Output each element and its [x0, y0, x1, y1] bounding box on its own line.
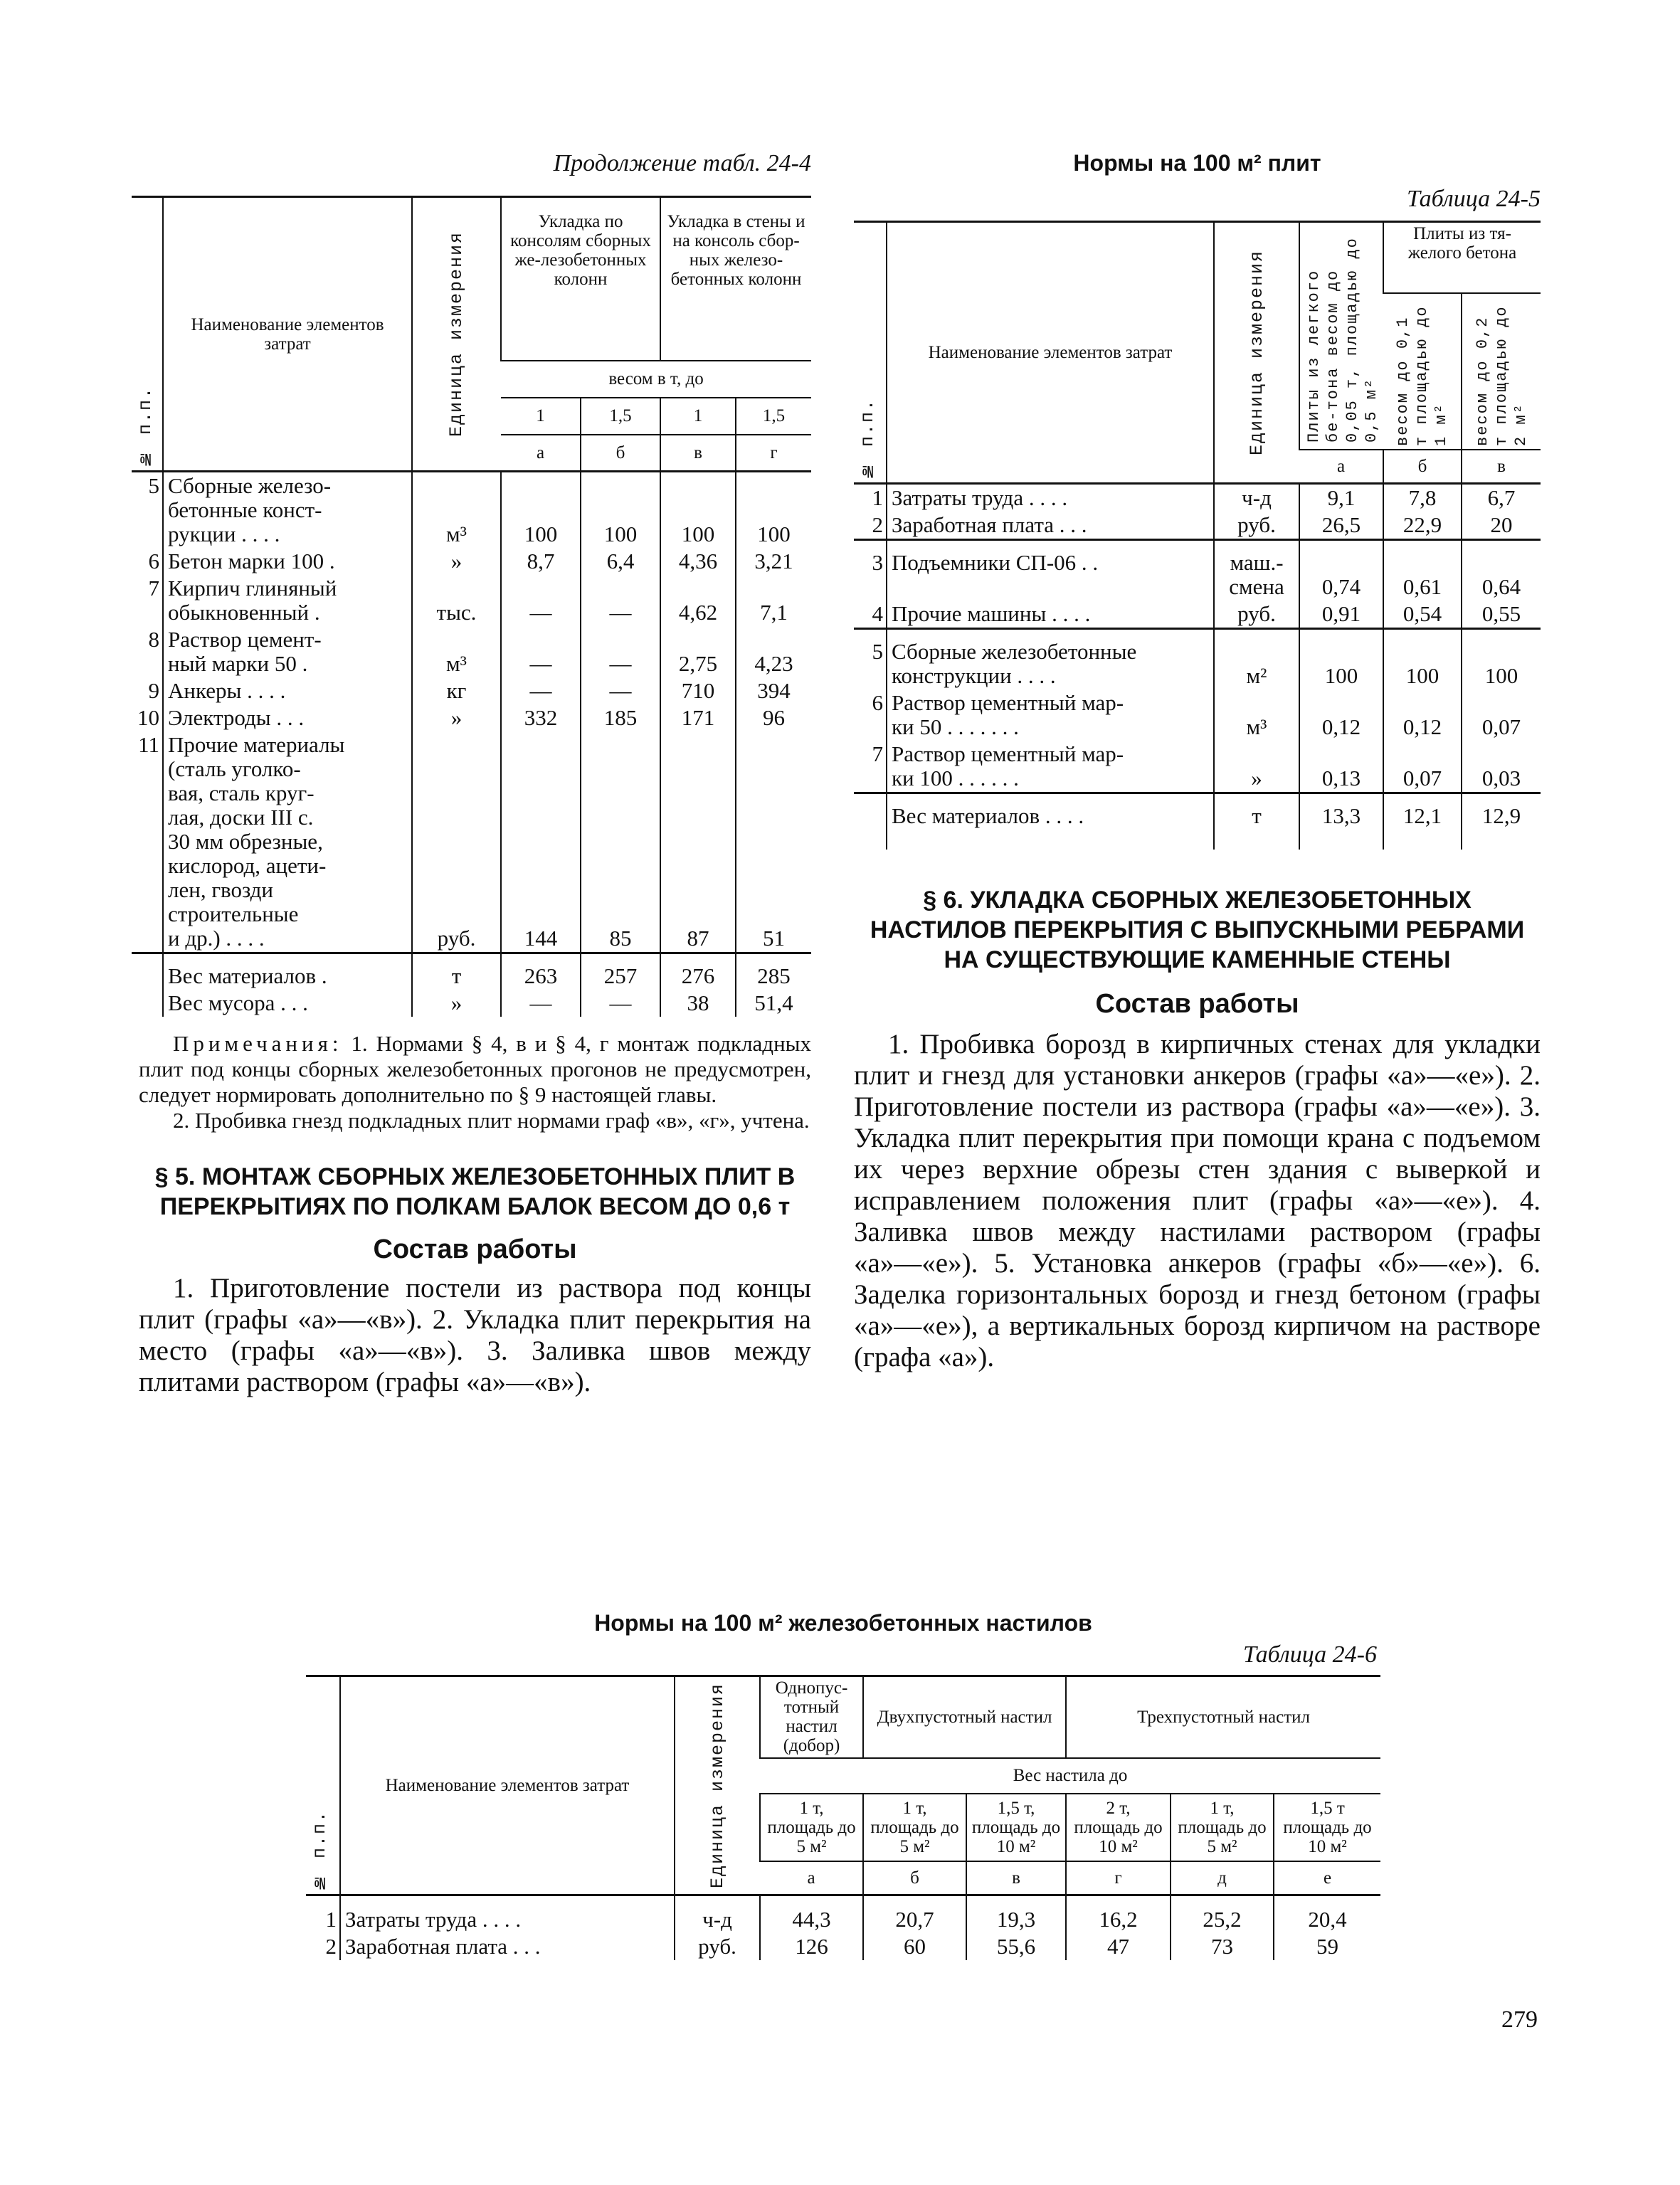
table-row [306, 1895, 1380, 1934]
row-value: 0,07 [1462, 689, 1541, 741]
row-value: 257 [581, 953, 660, 990]
row-unit: м³ [1214, 689, 1299, 741]
header-unit: Единица измерения [446, 231, 467, 438]
row-name: Раствор цемент- ный марки 50 . [163, 626, 412, 677]
table-row [132, 472, 811, 549]
row-value: — [581, 990, 660, 1017]
row-value: 4,23 [736, 626, 811, 677]
row-value: 0,54 [1383, 601, 1462, 629]
row-value: 171 [660, 704, 736, 731]
row-value: 276 [660, 953, 736, 990]
header-size: 1,5 т, площадь до 10 м² [966, 1794, 1066, 1861]
header-column-letter: в [660, 435, 736, 472]
table-row [854, 741, 1541, 793]
row-value: — [501, 575, 581, 626]
table-row [132, 704, 811, 731]
header-weight-value: 1 [660, 398, 736, 435]
row-name: Бетон марки 100 . [163, 548, 412, 575]
table-row [306, 1933, 1380, 1960]
table-24-6 [306, 1675, 1380, 1960]
row-value: 47 [1066, 1933, 1171, 1960]
row-number: 7 [148, 576, 159, 601]
table-24-4-caption: Продолжение табл. 24-4 [553, 150, 811, 176]
header-column-letter: г [736, 435, 811, 472]
row-value: 0,03 [1462, 741, 1541, 793]
row-name: Прочие материалы (сталь уголко- вая, сталь круг- лая, доски III с. 30 мм обрезные, кислород, ацети- лен, гвозди строительные и др.) . . . . [163, 731, 412, 953]
table-row [132, 731, 811, 953]
header-column-letter: в [1462, 450, 1541, 484]
header-column-letter: а [501, 435, 581, 472]
row-value: 26,5 [1299, 512, 1383, 540]
row-value: 0,13 [1299, 741, 1383, 793]
row-unit: ч-д [1214, 484, 1299, 512]
table-row [132, 548, 811, 575]
header-group-2: Двухпустотный настил [877, 1707, 1052, 1727]
row-value: 51,4 [736, 990, 811, 1017]
header-column-letter: а [760, 1861, 863, 1895]
row-value: 22,9 [1383, 512, 1462, 540]
table-row [854, 689, 1541, 741]
table-24-5 [854, 221, 1541, 850]
row-number: 5 [854, 629, 887, 690]
row-number: 5 [148, 473, 159, 498]
table-row [854, 629, 1541, 690]
row-value: 20 [1462, 512, 1541, 540]
row-value: 19,3 [966, 1895, 1066, 1934]
row-value: 0,64 [1462, 540, 1541, 601]
row-number: 2 [872, 512, 883, 537]
table-row [854, 484, 1541, 512]
section-5-heading: § 5. МОНТАЖ СБОРНЫХ ЖЕЛЕЗОБЕТОННЫХ ПЛИТ В ПЕРЕКРЫТИЯХ ПО ПОЛКАМ БАЛОК ВЕСОМ ДО 0,6 т [154, 1163, 796, 1220]
row-value: 7,8 [1383, 484, 1462, 512]
row-unit: » [1214, 741, 1299, 793]
row-value: 100 [1299, 629, 1383, 690]
row-value: 0,07 [1383, 741, 1462, 793]
row-value: 73 [1171, 1933, 1274, 1960]
note-1: 1. Нормами § 4, в и § 4, г монтаж подкладных плит под концы сборных железобетонных прогонов не предусмотрен, следует нормировать дополнительно по § 9 настоящей главы. [139, 1031, 811, 1107]
row-name: Сборные железобетонные конструкции . . . . [887, 629, 1214, 690]
row-value: 60 [863, 1933, 966, 1960]
table-24-5-caption: Таблица 24-5 [1407, 186, 1541, 212]
row-name: Кирпич глиняный обыкновенный . [163, 575, 412, 626]
row-unit: тыс. [412, 575, 501, 626]
row-value: 25,2 [1171, 1895, 1274, 1934]
row-unit: руб. [675, 1933, 760, 1960]
row-value: 100 [736, 472, 811, 549]
row-value: — [501, 990, 581, 1017]
row-unit: т [1214, 793, 1299, 850]
row-unit: руб. [1214, 512, 1299, 540]
table-row [132, 953, 811, 990]
header-col-b: весом до 0,1 т площадью до 1 м² [1394, 305, 1450, 446]
header-weight: Вес настила до [1013, 1766, 1128, 1785]
row-value: 126 [760, 1933, 863, 1960]
row-value: 0,61 [1383, 540, 1462, 601]
header-col-c: весом до 0,2 т площадью до 2 м² [1473, 305, 1530, 446]
row-value: 44,3 [760, 1895, 863, 1934]
row-value: 9,1 [1299, 484, 1383, 512]
row-value: 332 [501, 704, 581, 731]
row-value: 85 [581, 731, 660, 953]
row-value: 185 [581, 704, 660, 731]
bottom-section [306, 1609, 1380, 1960]
header-column-letter: в [966, 1861, 1066, 1895]
header-column-letter: б [581, 435, 660, 472]
row-value: — [581, 626, 660, 677]
row-unit: » [412, 704, 501, 731]
row-unit: ч-д [675, 1895, 760, 1934]
section-6-heading: § 6. УКЛАДКА СБОРНЫХ ЖЕЛЕЗОБЕТОННЫХ НАСТИЛОВ ПЕРЕКРЫТИЯ С ВЫПУСКНЫМИ РЕБРАМИ НА СУЩЕСТВУЮЩИЕ КАМЕННЫЕ СТЕНЫ [870, 887, 1525, 973]
row-value: 263 [501, 953, 581, 990]
section-6-text: 1. Пробивка борозд в кирпичных стенах для укладки плит и гнезд для установки анкеров (графы «а»—«е»). 2. Приготовление постели из раствора (графы «а»—«е»). 3. Укладка плит перекрытия при помощи крана с подъемом их через верхние обрезы стен здания с выверкой и исправлением положения плит (графы «а»—«е»). 4. Заливка швов между настилами раствором (графы «а»—«е»). 5. Установка анкеров (графы «б»—«е»). 6. Заделка горизонтальных борозд и гнезд бетоном (графы «а»—«е»), а вертикальных борозд кирпичом на растворе (графа «а»). [854, 1029, 1541, 1372]
table-row [854, 540, 1541, 601]
row-value: 7,1 [736, 575, 811, 626]
row-name: Вес материалов . [163, 953, 412, 990]
row-unit: м³ [412, 626, 501, 677]
row-value: 6,7 [1462, 484, 1541, 512]
row-value: 55,6 [966, 1933, 1066, 1960]
table-row [132, 575, 811, 626]
row-name: Раствор цементный мар- ки 50 . . . . . . . [887, 689, 1214, 741]
header-name: Наименование элементов затрат [928, 343, 1173, 362]
right-column [854, 149, 1541, 1373]
row-unit: » [412, 990, 501, 1017]
table-row [854, 601, 1541, 629]
row-value: 100 [581, 472, 660, 549]
row-value: 2,75 [660, 626, 736, 677]
header-column-letter: е [1274, 1861, 1380, 1895]
row-value: 4,62 [660, 575, 736, 626]
row-value: 394 [736, 677, 811, 704]
table-24-5-title: Нормы на 100 м² плит [1073, 150, 1321, 176]
row-number: 1 [872, 485, 883, 510]
row-value: 8,7 [501, 548, 581, 575]
row-value: 0,55 [1462, 601, 1541, 629]
row-name: Вес материалов . . . . [887, 793, 1214, 850]
row-value: 100 [660, 472, 736, 549]
row-name: Подъемники СП-06 . . [887, 540, 1214, 601]
header-name: Наименование элементов затрат [385, 1776, 630, 1795]
row-unit: маш.- смена [1214, 540, 1299, 601]
row-number: 4 [872, 601, 883, 626]
header-column-letter: г [1066, 1861, 1171, 1895]
section-6-subheading: Состав работы [1095, 989, 1299, 1019]
row-unit: м³ [412, 472, 501, 549]
row-number: 1 [325, 1907, 337, 1932]
left-column [132, 149, 811, 1398]
row-value: 13,3 [1299, 793, 1383, 850]
row-value: 16,2 [1066, 1895, 1171, 1934]
row-value: 51 [736, 731, 811, 953]
header-col-a: Плиты из легкого бе-тона весом до 0,05 т, площадью до 0,5 м² [1305, 236, 1380, 443]
row-value: 59 [1274, 1933, 1380, 1960]
table-row-total [854, 793, 1541, 850]
row-value: 20,7 [863, 1895, 966, 1934]
row-name: Прочие машины . . . . [887, 601, 1214, 629]
row-value: 12,9 [1462, 793, 1541, 850]
row-name: Заработная плата . . . [887, 512, 1214, 540]
header-size: 1,5 т площадь до 10 м² [1274, 1794, 1380, 1861]
row-number [132, 990, 163, 1017]
header-no: № п.п. [857, 398, 878, 481]
table-row [132, 626, 811, 677]
row-number: 3 [854, 540, 887, 601]
row-name: Вес мусора . . . [163, 990, 412, 1017]
row-number: 9 [148, 678, 159, 703]
header-size: 2 т, площадь до 10 м² [1066, 1794, 1171, 1861]
header-group-2: Укладка в стены и на консоль сбор-ных железо-бетонных колонн [667, 212, 805, 289]
row-name: Электроды . . . [163, 704, 412, 731]
row-name: Затраты труда . . . . [887, 484, 1214, 512]
row-value: 38 [660, 990, 736, 1017]
row-value: 12,1 [1383, 793, 1462, 850]
header-size: 1 т, площадь до 5 м² [863, 1794, 966, 1861]
row-value: 3,21 [736, 548, 811, 575]
row-number [854, 793, 887, 850]
header-group: Плиты из тя-желого бетона [1407, 224, 1517, 263]
row-value: 710 [660, 677, 736, 704]
row-value: 96 [736, 704, 811, 731]
row-name: Раствор цементный мар- ки 100 . . . . . . [887, 741, 1214, 793]
header-unit: Единица измерения [707, 1682, 728, 1889]
header-weight-value: 1 [501, 398, 581, 435]
row-unit: м² [1214, 629, 1299, 690]
notes [132, 1031, 811, 1133]
row-number: 6 [148, 549, 159, 573]
row-unit: » [412, 548, 501, 575]
header-weight-value: 1,5 [581, 398, 660, 435]
row-number: 11 [138, 732, 159, 757]
row-unit: руб. [1214, 601, 1299, 629]
row-value: 285 [736, 953, 811, 990]
row-value: 100 [1462, 629, 1541, 690]
row-name: Анкеры . . . . [163, 677, 412, 704]
header-size: 1 т, площадь до 5 м² [760, 1794, 863, 1861]
header-size: 1 т, площадь до 5 м² [1171, 1794, 1274, 1861]
row-value: 100 [501, 472, 581, 549]
row-number: 10 [137, 705, 159, 730]
notes-label: Примечания: [173, 1031, 343, 1056]
row-name: Заработная плата . . . [340, 1933, 675, 1960]
header-unit: Единица измерения [1246, 249, 1267, 456]
row-name: Затраты труда . . . . [340, 1895, 675, 1934]
row-value: 100 [1383, 629, 1462, 690]
header-group-1: Однопус-тотный настил (добор) [775, 1678, 848, 1756]
row-value: 0,12 [1299, 689, 1383, 741]
header-no: № п.п. [135, 386, 156, 469]
row-value: 20,4 [1274, 1895, 1380, 1934]
row-value: 144 [501, 731, 581, 953]
row-value: — [501, 626, 581, 677]
header-no: № п.п. [310, 1809, 330, 1893]
header-column-letter: б [863, 1861, 966, 1895]
row-value: — [501, 677, 581, 704]
row-unit: руб. [412, 731, 501, 953]
table-24-6-title: Нормы на 100 м² железобетонных настилов [594, 1610, 1092, 1636]
row-value: 87 [660, 731, 736, 953]
table-row [854, 512, 1541, 540]
header-weight-value: 1,5 [736, 398, 811, 435]
row-value: 0,74 [1299, 540, 1383, 601]
header-column-letter: б [1383, 450, 1462, 484]
header-group-1: Укладка по консолям сборных же-лезобетонных колонн [510, 212, 651, 289]
page-number: 279 [1501, 2006, 1538, 2033]
header-column-letter: а [1299, 450, 1383, 484]
header-group-3: Трехпустотный настил [1137, 1707, 1310, 1727]
header-name: Наименование элементов затрат [191, 314, 384, 354]
row-value: 6,4 [581, 548, 660, 575]
section-5-text: 1. Приготовление постели из раствора под концы плит (графы «а»—«в»). 2. Укладка плит перекрытия на место (графы «а»—«в»). 3. Заливка швов между плитами раствором (графы «а»—«в»). [139, 1273, 811, 1397]
row-number: 8 [148, 627, 159, 652]
header-weight: весом в т, до [608, 369, 704, 388]
table-24-4 [132, 196, 811, 1017]
row-value: 0,91 [1299, 601, 1383, 629]
row-number [132, 953, 163, 990]
row-number: 2 [325, 1934, 337, 1959]
row-number: 7 [872, 741, 883, 766]
note-2: 2. Пробивка гнезд подкладных плит нормами граф «в», «г», учтена. [173, 1108, 810, 1133]
row-unit: кг [412, 677, 501, 704]
row-number: 6 [872, 690, 883, 715]
row-value: — [581, 575, 660, 626]
section-5-subheading: Состав работы [373, 1234, 577, 1264]
header-column-letter: д [1171, 1861, 1274, 1895]
table-row [132, 990, 811, 1017]
row-value: — [581, 677, 660, 704]
row-value: 0,12 [1383, 689, 1462, 741]
row-name: Сборные железо- бетонные конст- рукции . . . . [163, 472, 412, 549]
row-unit: т [412, 953, 501, 990]
table-row [132, 677, 811, 704]
table-24-6-caption: Таблица 24-6 [1243, 1641, 1377, 1668]
row-value: 4,36 [660, 548, 736, 575]
